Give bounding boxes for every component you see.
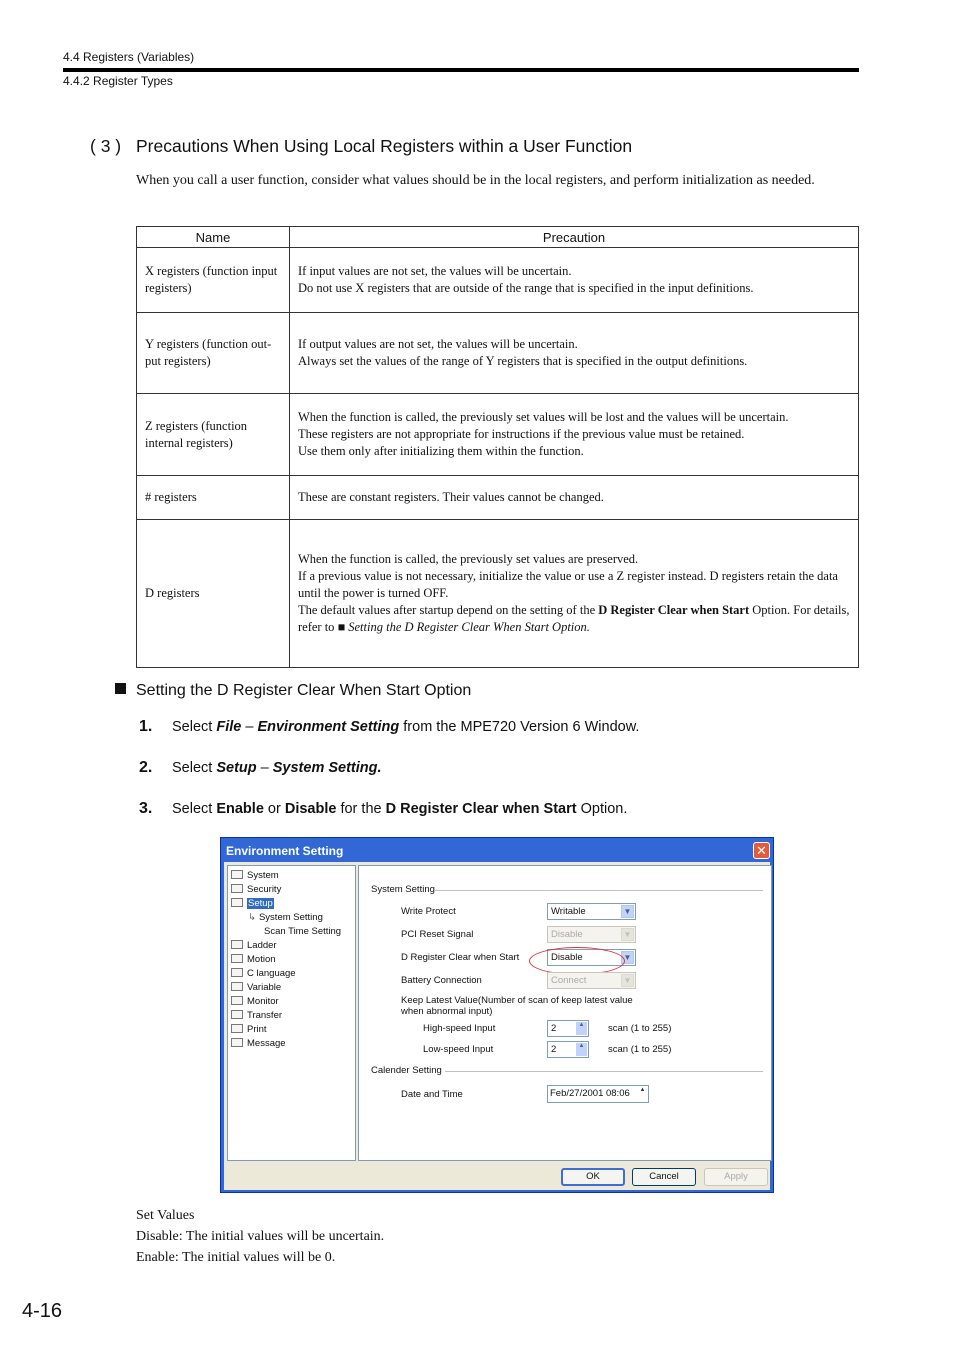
menu-item-name: System Setting.: [272, 760, 382, 776]
table-row: [137, 248, 859, 313]
settings-tree: [227, 865, 356, 1161]
section-title-text: Precautions When Using Local Registers within a User Function: [136, 136, 633, 156]
register-name: D registers: [137, 520, 290, 668]
step-text: Select: [172, 719, 217, 735]
step-text: or: [263, 801, 285, 817]
precaution-table: [136, 226, 859, 668]
date-value: Feb/27/2001 08:06: [550, 1088, 630, 1099]
precaution-line: Do not use X registers that are outside of the range that is specified in the input definitions.: [298, 281, 754, 295]
cancel-button[interactable]: Cancel: [632, 1168, 696, 1186]
precaution-line: Use them only after initializing them within the function.: [298, 444, 584, 458]
child-arrow-icon: ↳: [248, 912, 256, 923]
precaution-line: When the function is called, the previously set values are preserved.: [298, 552, 639, 566]
precaution-text: The default values after startup depend on the setting of the: [298, 603, 599, 617]
chevron-down-icon: ▼: [621, 905, 634, 918]
close-icon[interactable]: ✕: [753, 842, 770, 859]
section-title: [90, 136, 632, 157]
option-name: D Register Clear when Start: [598, 603, 750, 617]
cross-reference-link[interactable]: Setting the D Register Clear When Start Option.: [345, 620, 590, 634]
tree-item-label: Motion: [247, 954, 276, 965]
step-3: [139, 800, 627, 818]
d-register-clear-label: D Register Clear when Start: [401, 952, 520, 963]
folder-icon: [231, 1010, 243, 1019]
option-name: D Register Clear when Start: [385, 801, 577, 817]
header-rule: [63, 68, 859, 72]
select-value: Disable: [551, 929, 583, 940]
step-2: [139, 759, 382, 777]
table-header-row: [137, 227, 859, 248]
set-value-enable: Enable: The initial values will be 0.: [136, 1250, 336, 1265]
dialog-body: [224, 862, 770, 1190]
subheading-text: Setting the D Register Clear When Start Option: [136, 682, 472, 699]
tree-item-label: System: [247, 870, 279, 881]
running-header-subsection: 4.4.2 Register Types: [63, 74, 173, 88]
table-row: [137, 394, 859, 476]
menu-item-name: Environment Setting: [257, 719, 400, 735]
environment-setting-dialog: [220, 837, 774, 1193]
step-text: for the: [336, 801, 386, 817]
write-protect-label: Write Protect: [401, 906, 456, 917]
menu-name: Setup: [216, 760, 257, 776]
folder-icon: [231, 884, 243, 893]
tree-item-label: Print: [247, 1024, 267, 1035]
table-row: [137, 476, 859, 520]
tree-item-monitor[interactable]: [231, 996, 279, 1007]
group-divider: [445, 1071, 763, 1072]
folder-icon: [231, 954, 243, 963]
precaution-line: Always set the values of the range of Y registers that is specified in the output definitions.: [298, 354, 748, 368]
low-speed-input-stepper[interactable]: [547, 1041, 589, 1058]
battery-connection-select: [547, 972, 636, 989]
tree-item-security[interactable]: [231, 884, 281, 895]
step-number: 2.: [139, 759, 153, 776]
date-time-picker[interactable]: [547, 1085, 649, 1103]
keep-latest-label: Keep Latest Value(Number of scan of keep latest value when abnormal input): [401, 995, 633, 1017]
precaution-text: Option. For details, refer to: [298, 603, 850, 634]
column-header-precaution: Precaution: [290, 227, 859, 248]
tree-item-ladder[interactable]: [231, 940, 277, 951]
step-text: –: [241, 719, 258, 735]
folder-icon: [231, 982, 243, 991]
register-name: X registers (function input registers): [137, 248, 290, 313]
pci-reset-select: [547, 926, 636, 943]
spin-arrows-icon[interactable]: ▲: [576, 1022, 587, 1035]
step-number: 1.: [139, 718, 153, 735]
spin-arrows-icon[interactable]: ▲: [639, 1087, 646, 1093]
write-protect-select[interactable]: [547, 903, 636, 920]
intro-paragraph: When you call a user function, consider what values should be in the local registers, and perform initialization as needed.: [136, 173, 815, 188]
tree-item-scan-time-setting[interactable]: [264, 926, 341, 937]
option-disable: Disable: [284, 801, 337, 817]
tree-item-label: System Setting: [258, 912, 323, 923]
high-speed-input-stepper[interactable]: [547, 1020, 589, 1037]
subheading: [115, 682, 471, 700]
select-value: Connect: [551, 975, 587, 986]
low-speed-input-unit: scan (1 to 255): [608, 1044, 672, 1055]
chevron-down-icon: ▼: [621, 951, 634, 964]
step-text: Select: [172, 760, 217, 776]
precaution-cell: [290, 313, 859, 394]
group-label-calendar-setting: Calender Setting: [371, 1065, 442, 1076]
step-1: [139, 718, 639, 736]
step-text: from the MPE720 Version 6 Window.: [399, 719, 640, 735]
tree-item-label: Security: [247, 884, 282, 895]
precaution-line: If output values are not set, the values will be uncertain.: [298, 337, 578, 351]
set-value-disable: Disable: The initial values will be uncertain.: [136, 1229, 385, 1244]
precaution-line: When the function is called, the previously set values will be lost and the values will be uncertain.: [298, 410, 789, 424]
precaution-cell: [290, 394, 859, 476]
tree-item-label: Message: [247, 1038, 286, 1049]
tree-item-system-setting[interactable]: [248, 912, 323, 923]
chevron-down-icon: ▼: [621, 974, 634, 987]
select-value: Disable: [551, 952, 583, 963]
square-bullet-icon: [115, 683, 126, 694]
chevron-down-icon: ▼: [621, 928, 634, 941]
select-value: Writable: [551, 906, 586, 917]
tree-item-label: Setup: [248, 898, 273, 909]
tree-item-transfer[interactable]: [231, 1010, 282, 1021]
folder-icon: [231, 996, 243, 1005]
option-enable: Enable: [216, 801, 264, 817]
group-label-system-setting: System Setting: [371, 884, 435, 895]
tree-item-label: Scan Time Setting: [264, 926, 342, 937]
tree-item-label: Monitor: [247, 996, 279, 1007]
step-number: 3.: [139, 800, 153, 817]
tree-item-label: Variable: [247, 982, 282, 993]
precaution-cell: [290, 476, 859, 520]
pci-reset-label: PCI Reset Signal: [401, 929, 474, 940]
folder-icon: [231, 1038, 243, 1047]
folder-icon: [231, 870, 243, 879]
low-speed-input-label: Low-speed Input: [423, 1044, 494, 1055]
tree-item-motion[interactable]: [231, 954, 276, 965]
tree-item-print[interactable]: [231, 1024, 267, 1035]
spin-arrows-icon[interactable]: ▲: [576, 1043, 587, 1056]
tree-item-setup[interactable]: [231, 898, 274, 909]
tree-item-variable[interactable]: [231, 982, 281, 993]
register-name: # registers: [137, 476, 290, 520]
running-header-section: 4.4 Registers (Variables): [63, 50, 195, 64]
precaution-line-with-reference: [298, 602, 852, 636]
highlight-ring: [529, 947, 625, 975]
menu-name: File: [216, 719, 242, 735]
table-row: [137, 520, 859, 668]
stepper-value: 2: [551, 1023, 557, 1034]
column-header-name: Name: [137, 227, 290, 248]
register-name: Z registers (function internal registers): [137, 394, 290, 476]
folder-icon: [231, 940, 243, 949]
precaution-line: If input values are not set, the values will be uncertain.: [298, 264, 572, 278]
tree-item-system[interactable]: [231, 870, 279, 881]
settings-panel: [358, 865, 772, 1161]
set-values-title: Set Values: [136, 1208, 195, 1223]
high-speed-input-label: High-speed Input: [423, 1023, 496, 1034]
register-name: Y registers (function out-put registers): [137, 313, 290, 394]
tree-item-label: C language: [247, 968, 296, 979]
precaution-line: These registers are not appropriate for instructions if the previous value must be retained.: [298, 427, 745, 441]
apply-button: Apply: [704, 1168, 768, 1186]
ok-button[interactable]: OK: [561, 1168, 625, 1186]
folder-icon: [231, 1024, 243, 1033]
precaution-cell: [290, 520, 859, 668]
section-number: ( 3 ): [90, 136, 122, 156]
precaution-line: These are constant registers. Their values cannot be changed.: [298, 490, 604, 504]
dialog-title: Environment Setting: [226, 844, 344, 858]
open-folder-icon: [231, 898, 243, 907]
folder-icon: [231, 968, 243, 977]
table-row: [137, 313, 859, 394]
group-divider: [435, 890, 763, 891]
set-values-block: [136, 1205, 384, 1268]
tree-item-c-language[interactable]: [231, 968, 296, 979]
date-time-label: Date and Time: [401, 1089, 463, 1100]
precaution-cell: [290, 248, 859, 313]
tree-item-label: Ladder: [247, 940, 277, 951]
step-text: –: [256, 760, 273, 776]
square-bullet-icon: ■: [337, 620, 346, 634]
stepper-value: 2: [551, 1044, 557, 1055]
page-number: 4-16: [22, 1300, 63, 1322]
step-text: Option.: [576, 801, 628, 817]
tree-item-label: Transfer: [247, 1010, 283, 1021]
battery-connection-label: Battery Connection: [401, 975, 482, 986]
tree-item-message[interactable]: [231, 1038, 286, 1049]
step-text: Select: [172, 801, 217, 817]
precaution-line: If a previous value is not necessary, initialize the value or use a Z register instead. D registers retain the data until the power is turned OFF.: [298, 569, 838, 600]
high-speed-input-unit: scan (1 to 255): [608, 1023, 672, 1034]
